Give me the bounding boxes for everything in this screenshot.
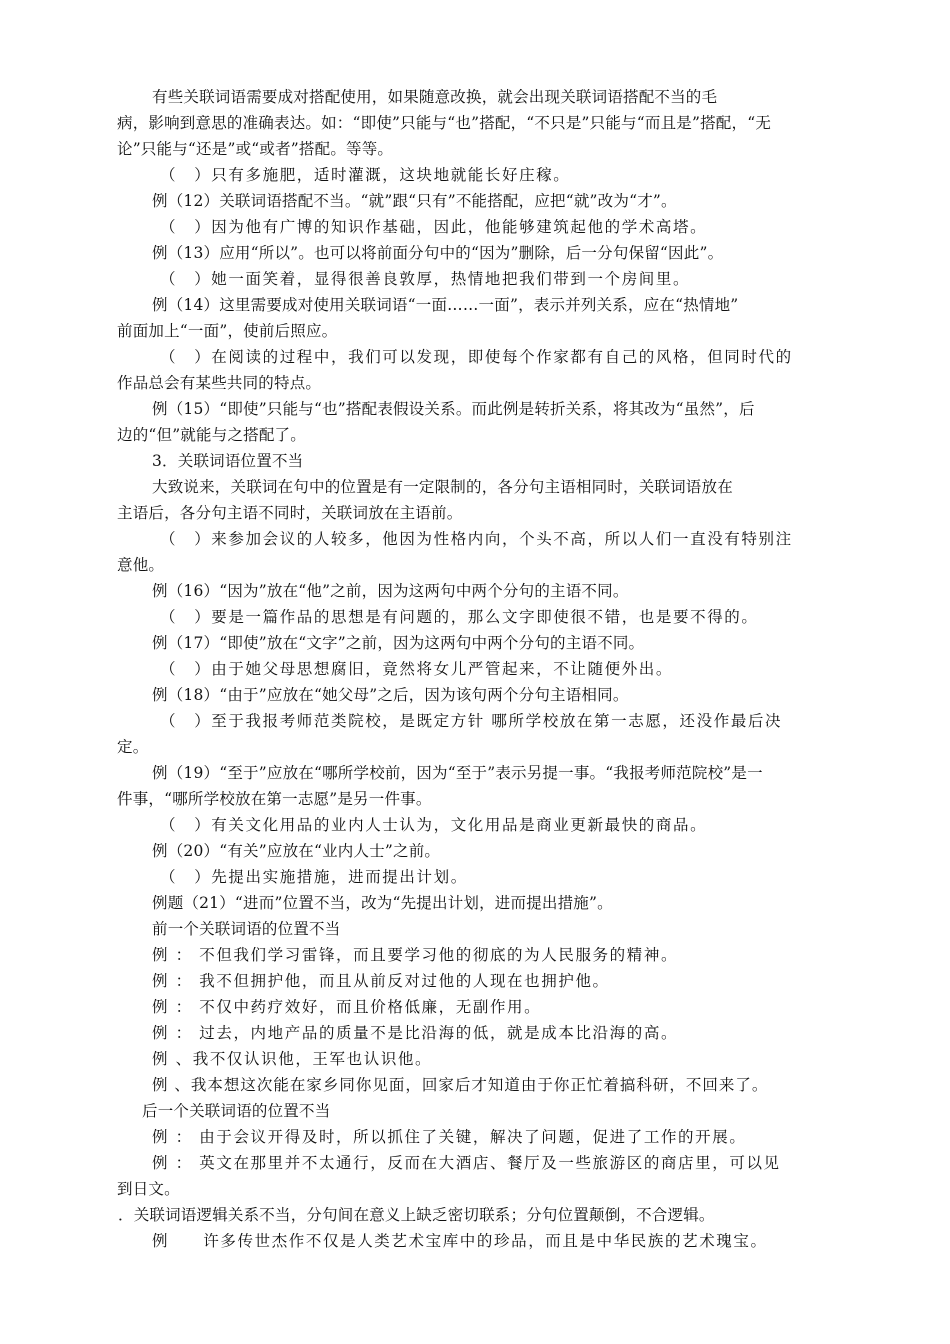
example-sentence: （ ）她一面笑着，显得很善良敦厚，热情地把我们带到一个房间里。: [160, 270, 691, 288]
example-sentence: 例 ： 我不但拥护他，而且从前反对过他的人现在也拥护他。: [152, 972, 610, 990]
example-sentence: （ ）有关文化用品的业内人士认为，文化用品是商业更新最快的商品。: [160, 816, 708, 834]
example-sentence: 例 ： 英文在那里并不太通行，反而在大酒店、餐厅及一些旅游区的商店里，可以见: [152, 1154, 781, 1172]
paragraph-line: 前面加上“一面”，使前后照应。: [117, 322, 338, 340]
paragraph-line: 例（13）应用“所以”。也可以将前面分句中的“因为”删除，后一分句保留“因此”。: [152, 244, 724, 262]
example-sentence: （ ）要是一篇作品的思想是有问题的，那么文字即使很不错，也是要不得的。: [160, 608, 759, 626]
paragraph-line: 意他。: [117, 556, 165, 574]
example-sentence: 例 许多传世杰作不仅是人类艺术宝库中的珍品，而且是中华民族的艺术瑰宝。: [152, 1232, 768, 1250]
subsection-heading: 后一个关联词语的位置不当: [142, 1102, 331, 1120]
example-sentence: （ ）只有多施肥，适时灌溉，这块地就能长好庄稼。: [160, 166, 571, 184]
paragraph-line: 论”只能与“还是”或“或者”搭配。等等。: [117, 140, 394, 158]
paragraph-line: 例（14）这里需要成对使用关联词语“一面……一面”，表示并列关系，应在“热情地”: [152, 296, 739, 314]
paragraph-line: 定。: [117, 738, 149, 756]
example-sentence: （ ）因为他有广博的知识作基础，因此，他能够建筑起他的学术高塔。: [160, 218, 708, 236]
example-sentence: 例 、我本想这次能在家乡同你见面，回家后才知道由于你正忙着搞科研，不回来了。: [152, 1076, 769, 1094]
example-sentence: 例 、我不仅认识他，王军也认识他。: [152, 1050, 433, 1068]
example-sentence: 例 ： 不仅中药疗效好，而且价格低廉，无副作用。: [152, 998, 542, 1016]
paragraph-line: 例（16）“因为”放在“他”之前，因为这两句中两个分句的主语不同。: [152, 582, 629, 600]
paragraph-line: 例（17）“即使”放在“文字”之前，因为这两句中两个分句的主语不同。: [152, 634, 645, 652]
example-sentence: （ ）来参加会议的人较多，他因为性格内向，个头不高，所以人们一直没有特别注: [160, 530, 793, 548]
example-sentence: 例 ： 由于会议开得及时，所以抓住了关键，解决了问题，促进了工作的开展。: [152, 1128, 747, 1146]
paragraph-line: 边的“但”就能与之搭配了。: [117, 426, 306, 444]
example-sentence: 例 ： 过去，内地产品的质量不是比沿海的低，就是成本比沿海的高。: [152, 1024, 679, 1042]
paragraph-line: 例（19）“至于”应放在“哪所学校前，因为“至于”表示另提一事。“我报考师范院校”是一: [152, 764, 763, 782]
paragraph-line: 主语后，各分句主语不同时，关联词放在主语前。: [117, 504, 463, 522]
paragraph-line: 例题（21）“进而”位置不当，改为“先提出计划，进而提出措施”。: [152, 894, 613, 912]
example-sentence: 例 ： 不但我们学习雷锋，而且要学习他的彻底的为人民服务的精神。: [152, 946, 679, 964]
paragraph-line: 件事，“哪所学校放在第一志愿”是另一件事。: [117, 790, 432, 808]
example-sentence: （ ）在阅读的过程中，我们可以发现，即使每个作家都有自己的风格，但同时代的: [160, 348, 793, 366]
subsection-heading: 前一个关联词语的位置不当: [152, 920, 341, 938]
paragraph-line: 例（12）关联词语搭配不当。“就”跟“只有”不能搭配，应把“就”改为“才”。: [152, 192, 677, 210]
paragraph-line: 病，影响到意思的准确表达。如：“即使”只能与“也”搭配，“不只是”只能与“而且是”搭配，“无: [117, 114, 772, 132]
paragraph-line: 例（18）“由于”应放在“她父母”之后，因为该句两个分句主语相同。: [152, 686, 629, 704]
paragraph-line: 有些关联词语需要成对搭配使用，如果随意改换，就会出现关联词语搭配不当的毛: [152, 88, 718, 106]
section-heading: 3．关联词语位置不当: [152, 452, 304, 470]
example-sentence: （ ）先提出实施措施，进而提出计划。: [160, 868, 468, 886]
example-sentence: （ ）由于她父母思想腐旧，竟然将女儿严管起来，不让随便外出。: [160, 660, 674, 678]
paragraph-line: 到日文。: [117, 1180, 180, 1198]
paragraph-line: 例（15）“即使”只能与“也”搭配表假设关系。而此例是转折关系，将其改为“虽然”，后: [152, 400, 755, 418]
paragraph-line: 例（20）“有关”应放在“业内人士”之前。: [152, 842, 441, 860]
paragraph-line: 作品总会有某些共同的特点。: [117, 374, 322, 392]
paragraph-line: 大致说来，关联词在句中的位置是有一定限制的，各分句主语相同时，关联词语放在: [152, 478, 733, 496]
section-heading: ．关联词语逻辑关系不当，分句间在意义上缺乏密切联系；分句位置颠倒，不合逻辑。: [118, 1206, 715, 1224]
example-sentence: （ ）至于我报考师范类院校，是既定方针 哪所学校放在第一志愿，还没作最后决: [160, 712, 783, 730]
